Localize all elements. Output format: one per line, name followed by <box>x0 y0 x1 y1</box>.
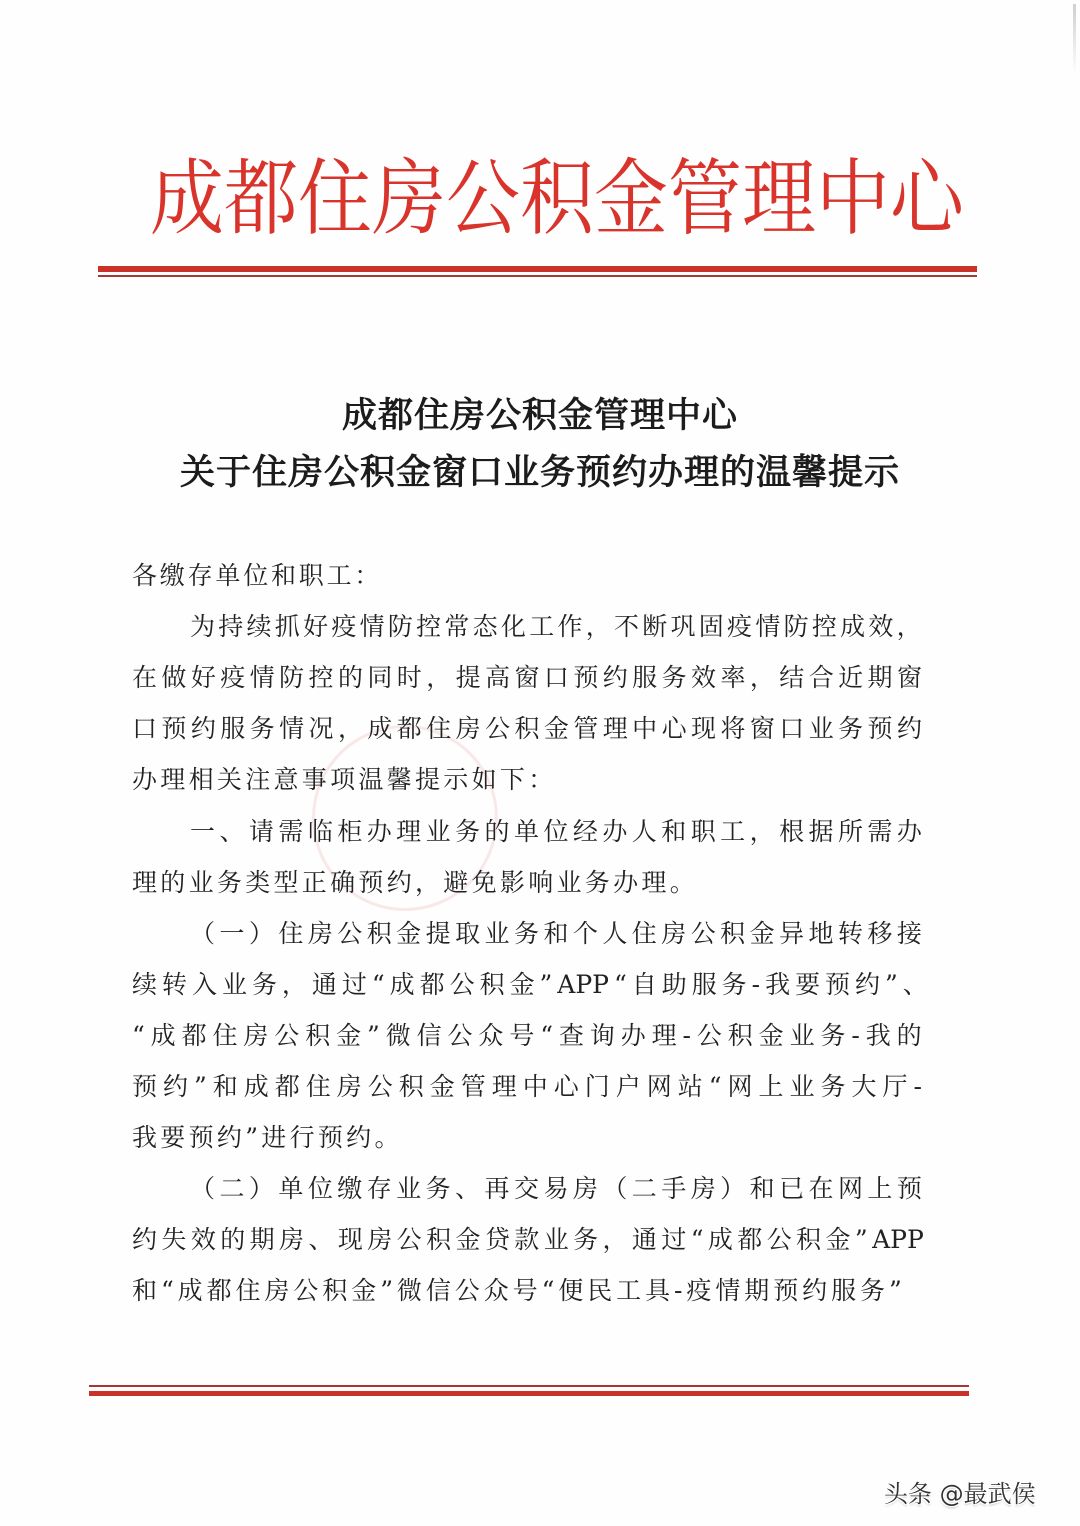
document-title-line1: 成都住房公积金管理中心 <box>341 395 738 436</box>
letterhead-char: 管 <box>668 154 742 246</box>
letterhead-char: 中 <box>816 154 890 246</box>
body-line: “ 成 都 住 房 公 积 金 ” 微 信 公 众 号 “ 查 询 办 理 - 公 积 金 业 务 - 我 的 <box>132 1021 922 1050</box>
body-line: 口 预 约 服 务 情 况 ， 成 都 住 房 公 积 金 管 理 中 心 现 将 窗 口 业 务 预 约 <box>132 714 922 743</box>
body-line: （ 二 ） 单 位 缴 存 业 务 、 再 交 易 房 （ 二 手 房 ） 和 已 在 网 上 预 <box>190 1174 922 1203</box>
letterhead-char: 房 <box>372 154 446 246</box>
body-line: 我要预约”进行预约。 <box>132 1123 403 1152</box>
letterhead-char: 金 <box>594 154 668 246</box>
body-line: 续 转 入 业 务 ， 通 过 “ 成 都 公 积 金 ” APP “ 自 助 服 务 - 我 要 预 约 ” 、 <box>132 970 928 999</box>
body-line: 约 失 效 的 期 房 、 现 房 公 积 金 贷 款 业 务 ， 通 过 “ 成 都 公 积 金 ” APP <box>132 1225 924 1254</box>
letterhead-char: 成 <box>150 154 224 246</box>
letterhead-char: 住 <box>298 154 372 246</box>
letterhead-char: 理 <box>742 154 816 246</box>
scan-edge <box>1073 4 1076 74</box>
body-line: 一 、 请 需 临 柜 办 理 业 务 的 单 位 经 办 人 和 职 工 ， 根 据 所 需 办 <box>190 817 922 846</box>
letterhead-rule-thin <box>98 275 977 277</box>
body-line: 预 约 ” 和 成 都 住 房 公 积 金 管 理 中 心 门 户 网 站 “ 网 上 业 务 大 厅 - <box>132 1072 922 1101</box>
letterhead-org-name <box>98 150 978 250</box>
body-line: 在 做 好 疫 情 防 控 的 同 时 ， 提 高 窗 口 预 约 服 务 效 率 ， 结 合 近 期 窗 <box>132 663 922 692</box>
body-line: 理的业务类型正确预约，避免影响业务办理。 <box>132 868 699 897</box>
document-title-line2: 关于住房公积金窗口业务预约办理的温馨提示 <box>179 452 900 493</box>
letterhead-char: 积 <box>520 154 594 246</box>
letterhead-rule-thick <box>98 266 977 272</box>
letterhead-char: 心 <box>890 154 964 246</box>
footer-rule-thin <box>89 1385 969 1387</box>
body-line: （ 一 ） 住 房 公 积 金 提 取 业 务 和 个 人 住 房 公 积 金 异 地 转 移 接 <box>190 919 922 948</box>
footer-rule-thick <box>89 1391 969 1396</box>
watermark-text: 头条 @最武侯 <box>884 1480 1036 1508</box>
body-line: 和 “ 成 都 住 房 公 积 金 ” 微 信 公 众 号 “ 便 民 工 具 - 疫 情 期 预 约 服 务 ” <box>132 1276 902 1305</box>
salutation: 各缴存单位和职工： <box>132 561 383 590</box>
letterhead-char: 公 <box>446 154 520 246</box>
body-line: 为 持 续 抓 好 疫 情 防 控 常 态 化 工 作 ， 不 断 巩 固 疫 情 防 控 成 效 ， <box>190 612 922 641</box>
letterhead-char: 都 <box>224 154 298 246</box>
body-line: 办理相关注意事项温馨提示如下： <box>132 765 557 794</box>
